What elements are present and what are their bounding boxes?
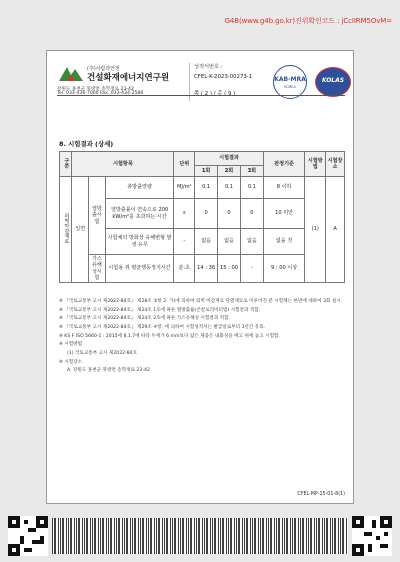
results-table: [59, 151, 345, 283]
method-cell: (1): [305, 177, 326, 283]
header-unit: 단위: [174, 152, 195, 177]
cert-number-label: 성적서번호 :: [194, 64, 223, 70]
row-unit: MJ/m²: [174, 177, 195, 199]
kolas-seal-icon: [315, 67, 351, 97]
org-name: 건설화재에너지연구원: [87, 73, 170, 83]
row-criteria: 8 이하: [263, 177, 305, 199]
row-r2: 없음: [218, 229, 241, 255]
row-criteria: 없을 것: [263, 229, 305, 255]
seal1-text: KAB-MRA: [274, 76, 306, 83]
row-unit: 분:초: [174, 255, 195, 283]
org-address: 강원도 홍천군 북방면 송학정로 23-42: [57, 87, 134, 92]
verification-link[interactable]: G4B(www.g4b.go.kr)진위확인코드 : jCcIIRM5OvM=: [224, 17, 392, 25]
row-r3: 0.1: [240, 177, 263, 199]
row-criteria: 10 미만: [263, 199, 305, 229]
table-row: [60, 255, 345, 283]
note-line: A. 강원도 홍천군 북방면 송학정로 23-42: [67, 368, 150, 374]
row-item: 열방출률이 연속으로 200 kW/m²를 초과하는 시간: [105, 199, 174, 229]
header-criteria: 판정기준: [263, 152, 305, 177]
page-number: 쪽 ( 2 ) / 총 ( 9 ): [194, 91, 236, 97]
org-phone: Tel. 033-436-7000 Fax. 033-434-2586: [57, 91, 144, 96]
note-line: ※ 『국토교통부 고시 제2022-84호』 제24조 1호에 따른 열방출률(콘칼로리미터법) 시험결과 적합.: [59, 307, 261, 313]
row-r1: 0: [195, 199, 218, 229]
barcode-icon: [52, 518, 348, 554]
document-header: [57, 59, 347, 95]
note-line: ※ KS F ISO 5660-1 : 2015에 8.1.7에 따라 두께가 6 mm보다 얇은 제품은 내화성을 배고 위에 놓고 시험함.: [59, 333, 280, 339]
header-r3: 3회: [240, 166, 263, 177]
row-r3: -: [240, 255, 263, 283]
section-title: 8. 시험결과 (상세): [59, 140, 114, 148]
row-r3: 0: [240, 199, 263, 229]
certificate-page: [46, 50, 354, 504]
subcat-cell: 일면: [72, 177, 89, 283]
qr-code-icon[interactable]: [8, 516, 48, 556]
qr-code-icon[interactable]: [352, 516, 392, 556]
note-line: ※ 『국토교통부 고시 제2022-84호』 제24조 2호에 따른 가스유해성 시험결과 적합.: [59, 316, 230, 322]
row-unit: s: [174, 199, 195, 229]
cert-number: CFEL-K-2023-00273-1: [194, 74, 253, 80]
header-place: 시험장소: [326, 152, 345, 177]
row-criteria: 9 : 00 이상: [263, 255, 305, 283]
row-item: 시험용 쥐 평균행동정지시간: [105, 255, 174, 283]
table-row: [60, 177, 345, 199]
seal1-subtext: KOREA: [284, 85, 296, 89]
header-category: 구분: [60, 152, 72, 177]
header-result: 시험결과: [195, 152, 264, 166]
header-divider: [57, 95, 345, 96]
row-unit: -: [174, 229, 195, 255]
row-r1: 없음: [195, 229, 218, 255]
note-line: ※ 시험방법: [59, 342, 83, 348]
category-cell: 외벽마감재료: [60, 177, 72, 283]
notes-section: [59, 299, 345, 377]
header-item: 시험항목: [72, 152, 174, 177]
group-gas-cell: 가스유해성시험: [89, 255, 106, 283]
row-r2: 15 : 00: [218, 255, 241, 283]
header-r1: 1회: [195, 166, 218, 177]
note-line: (1) 국토교통부 고시 제2022-84호: [67, 350, 138, 356]
note-line: ※ 『국토교통부 고시 제2022-84호』 제29조 ④항, 에 의하여 시험성적서는 발급일로부터 3년간 유효.: [59, 324, 266, 330]
place-cell: A: [326, 177, 345, 283]
note-line: ※ 시험장소: [59, 359, 83, 365]
row-r1: 14 : 36: [195, 255, 218, 283]
header-method: 시험방법: [305, 152, 326, 177]
row-item: 시험체의 방화상 유해변형 발생 유무: [105, 229, 174, 255]
row-r2: 0.1: [218, 177, 241, 199]
header-r2: 2회: [218, 166, 241, 177]
form-code: CFEL-MP-15-01-8(1): [297, 492, 345, 497]
kab-mra-seal-icon: [273, 65, 307, 99]
row-r1: 0.1: [195, 177, 218, 199]
org-subtitle: (주)사람과안전: [87, 66, 120, 72]
row-r3: 없음: [240, 229, 263, 255]
institute-logo-icon: [57, 65, 85, 83]
note-line: ※ 『국토교통부 고시 제2022-84호』 제28조 ②항 2. 가)에 의하여 외벽 마감재료 단열재료로 이루어진 분 시험체는 한면에 대하여 3회 실시.: [59, 299, 343, 304]
row-item: 총방출열량: [105, 177, 174, 199]
group-heat-cell: 열방출시험: [89, 177, 106, 255]
row-r2: 0: [218, 199, 241, 229]
seal2-text: KOLAS: [321, 77, 345, 84]
